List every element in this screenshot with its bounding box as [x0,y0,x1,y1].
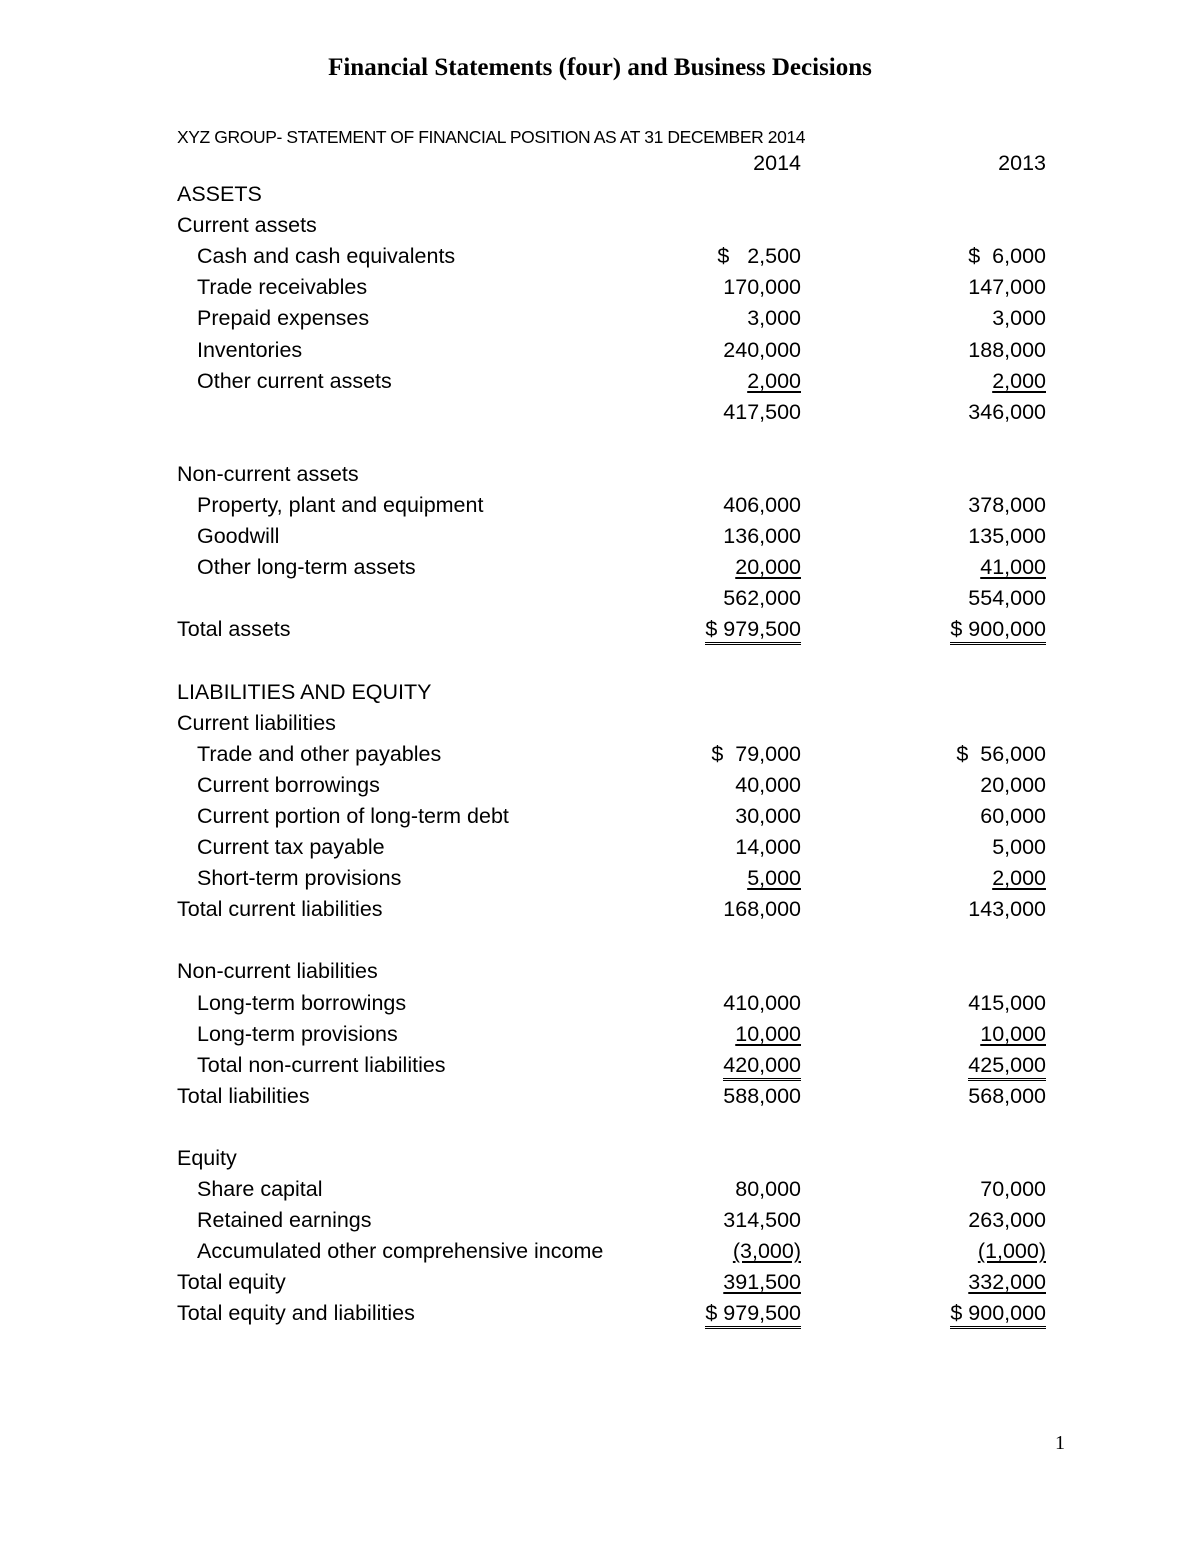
column-header-2013: 2013 [998,151,1046,175]
value-2014: 168,000 [723,897,801,922]
line-item [177,739,1052,770]
line-item [177,552,1052,583]
line-item [177,366,1052,397]
equity-heading: Equity [177,1146,237,1170]
total-noncurrent-liabilities-label: Total non-current liabilities [197,1052,446,1077]
value-2013: 263,000 [968,1208,1046,1233]
line-label: Other current assets [197,368,392,393]
value-2014: 3,000 [747,306,801,331]
line-item [177,1174,1052,1205]
subtotal-row [177,397,1052,428]
total-assets-label: Total assets [177,617,291,642]
line-label: Other long-term assets [197,555,416,580]
value-2014: 588,000 [723,1083,801,1108]
line-item [177,490,1052,521]
value-2013: 332,000 [968,1270,1046,1295]
value-2014: 14,000 [735,835,801,860]
value-2014: $ 979,500 [705,1300,801,1329]
line-label: Share capital [197,1177,323,1202]
line-label: Long-term borrowings [197,990,407,1015]
liabilities-equity-heading: LIABILITIES AND EQUITY [177,679,432,704]
line-label: Inventories [197,337,303,362]
value-2013: 378,000 [968,493,1046,518]
value-2013: 60,000 [980,803,1046,828]
subsection-heading [177,459,1052,490]
line-item [177,241,1052,272]
value-2014: 170,000 [723,275,801,300]
line-item [177,863,1052,894]
statement-subtitle: XYZ GROUP- STATEMENT OF FINANCIAL POSITION AS AT 31 DECEMBER 2014 [177,127,806,147]
noncurrent-assets-total-2014: 562,000 [723,586,801,611]
value-2014: $ 2,500 [717,244,801,269]
value-2013: 147,000 [968,275,1046,300]
subsection-heading [177,210,1052,241]
noncurrent-liabilities-heading: Non-current liabilities [177,959,378,984]
value-2013: $ 56,000 [956,741,1046,766]
section-heading [177,179,1052,210]
line-label: Current tax payable [197,835,385,860]
total-row [177,614,1052,645]
value-2014: 2,000 [747,368,801,393]
year-header-row [177,148,1052,179]
value-2013: 415,000 [968,990,1046,1015]
line-label: Trade receivables [197,275,368,300]
subsection-heading [177,708,1052,739]
section-heading [177,677,1052,708]
subsection-heading [177,1143,1052,1174]
value-2013: 20,000 [980,772,1046,797]
line-label: Current portion of long-term debt [197,803,509,828]
value-2014: 40,000 [735,772,801,797]
line-label: Goodwill [197,524,280,549]
total-row [177,1081,1052,1112]
spacer [177,925,1052,956]
line-item [177,335,1052,366]
total-assets-2014: $ 979,500 [705,616,801,645]
line-item [177,1019,1052,1050]
line-item [177,1205,1052,1236]
value-2014: 80,000 [735,1177,801,1202]
value-2014: $ 79,000 [711,741,801,766]
value-2014: 391,500 [723,1270,801,1295]
noncurrent-assets-total-2013: 554,000 [968,586,1046,611]
subsection-heading [177,956,1052,987]
subtotal-row [177,583,1052,614]
value-2013: 135,000 [968,524,1046,549]
line-label: Retained earnings [197,1208,372,1233]
current-assets-total-2013: 346,000 [968,399,1046,424]
assets-heading: ASSETS [177,182,262,207]
total-liabilities-label: Total liabilities [177,1083,310,1108]
value-2014: 240,000 [723,337,801,362]
value-2013: 70,000 [980,1177,1046,1202]
noncurrent-assets-heading: Non-current assets [177,461,359,486]
current-liabilities-heading: Current liabilities [177,710,336,735]
line-label: Current borrowings [197,772,380,797]
line-item [177,988,1052,1019]
value-2013: 41,000 [980,555,1046,580]
value-2013: $ 900,000 [950,1300,1046,1329]
value-2014: 410,000 [723,990,801,1015]
value-2014: 30,000 [735,803,801,828]
line-item [177,770,1052,801]
line-label: Long-term provisions [197,1021,398,1046]
value-2014: 406,000 [723,493,801,518]
value-2013: 143,000 [968,897,1046,922]
subtotal-row [177,1267,1052,1298]
line-item [177,272,1052,303]
total-row [177,1298,1052,1329]
value-2013: 10,000 [980,1021,1046,1046]
line-item [177,801,1052,832]
line-item [177,1236,1052,1267]
subtotal-row [177,894,1052,925]
value-2013: (1,000) [977,1239,1046,1264]
current-assets-total-2014: 417,500 [723,399,801,424]
value-2013: 3,000 [992,306,1046,331]
line-item [177,832,1052,863]
column-header-2014: 2014 [753,151,801,175]
total-equity-label: Total equity [177,1270,286,1295]
financial-position-statement [177,148,1052,1330]
value-2013: 425,000 [968,1052,1046,1081]
spacer [177,428,1052,459]
line-label: Prepaid expenses [197,306,370,331]
value-2013: 2,000 [992,866,1046,891]
line-label: Property, plant and equipment [197,493,484,518]
value-2014: 420,000 [723,1052,801,1081]
line-label: Accumulated other comprehensive income [197,1239,604,1264]
subtotal-row [177,1050,1052,1081]
value-2014: 314,500 [723,1208,801,1233]
page-number: 1 [1055,1432,1065,1454]
line-item [177,521,1052,552]
value-2013: $ 6,000 [968,244,1046,269]
value-2013: 188,000 [968,337,1046,362]
value-2014: 20,000 [735,555,801,580]
current-assets-heading: Current assets [177,213,317,238]
line-label: Trade and other payables [197,741,442,766]
value-2014: 136,000 [723,524,801,549]
total-current-liabilities-label: Total current liabilities [177,897,383,922]
value-2013: 2,000 [992,368,1046,393]
line-item [177,303,1052,334]
spacer [177,646,1052,677]
value-2014: (3,000) [732,1239,801,1264]
spacer [177,1112,1052,1143]
line-label: Short-term provisions [197,866,402,891]
page-title: Financial Statements (four) and Business Decisions [328,54,872,81]
total-equity-liabilities-label: Total equity and liabilities [177,1301,415,1326]
value-2014: 5,000 [747,866,801,891]
value-2013: 5,000 [992,835,1046,860]
value-2014: 10,000 [735,1021,801,1046]
total-assets-2013: $ 900,000 [950,616,1046,645]
value-2013: 568,000 [968,1083,1046,1108]
line-label: Cash and cash equivalents [197,244,456,269]
